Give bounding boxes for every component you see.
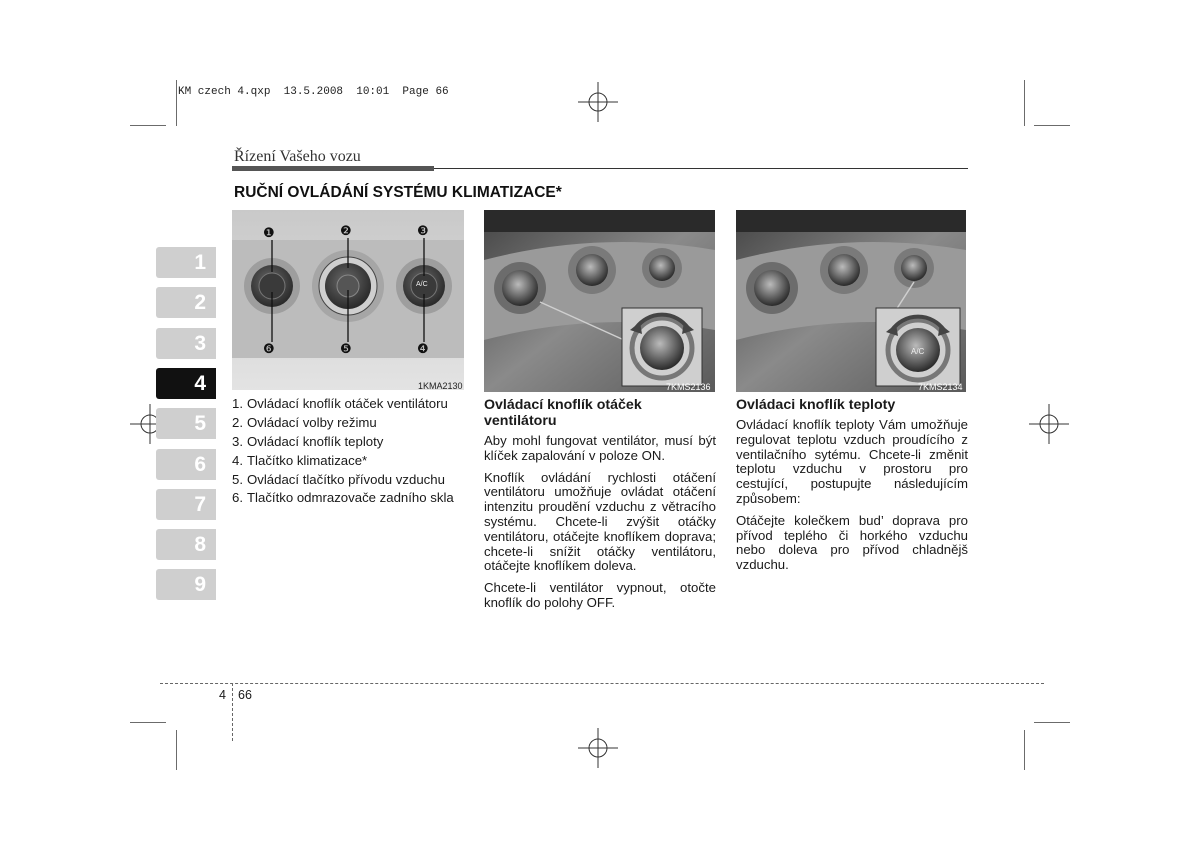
- callout-6: ❻: [263, 341, 275, 356]
- callout-1: ❶: [263, 225, 275, 240]
- temperature-paragraph-2: Otáčejte kolečkem bud’ doprava pro přívod teplého či horkého vzduchu nebo doleva pro přívod chladnějš vzduchu.: [736, 512, 968, 573]
- ac-knob-label-fig3: A/C: [911, 347, 925, 356]
- list-item: 2. Ovládací volby režimu: [232, 414, 377, 430]
- fan-section: [484, 397, 716, 618]
- temperature-heading: Ovládaci knoflík teploty: [736, 397, 896, 413]
- footer-divider: [232, 683, 233, 741]
- list-item: 1. Ovládací knoflík otáček ventilátoru: [232, 396, 448, 411]
- footer-chapter-number: 4: [219, 688, 226, 702]
- chapter-tab-7[interactable]: 7: [156, 489, 216, 520]
- section-title: Řízení Vašeho vozu: [234, 148, 361, 165]
- fan-heading: Ovládací knoflík otáček ventilátoru: [484, 397, 642, 429]
- temperature-paragraph-1: Ovládací knoflík teploty Vám umožňuje regulovat teplotu vzduch proudícího z ventilačního sytému. Chcete-li změnit teplotu vzduchu v prostoru pro cestující, postupujte následujícím způsobem:: [736, 417, 968, 506]
- figure-fan-knob: [484, 210, 715, 392]
- chapter-tab-1[interactable]: 1: [156, 247, 216, 278]
- figure-code-2: 7KMS2136: [666, 382, 711, 392]
- figure-temperature-knob: [736, 210, 966, 392]
- chapter-tab-5[interactable]: 5: [156, 408, 216, 439]
- figure-code-1: 1KMA2130: [418, 381, 463, 391]
- chapter-tab-9[interactable]: 9: [156, 569, 216, 600]
- page-title: RUČNÍ OVLÁDÁNÍ SYSTÉMU KLIMATIZACE*: [234, 184, 562, 201]
- list-item: 4. Tlačítko klimatizace*: [232, 452, 368, 468]
- controls-list: [232, 396, 470, 509]
- footer-page-number: 66: [238, 688, 252, 702]
- ac-knob-label: A/C: [416, 281, 428, 288]
- fan-paragraph-2: Knoflík ovládání rychlosti otáčení ventilátoru umožňuje ovládat otáčení intenzitu proudění vzduchu z větracího systému. Chcete-li zvýšit otáčky ventilátoru, otáčejte knoflíkem doprava; chcete-li snížit otáčky ventilátoru, otáčejte knoflíkem doleva.: [484, 469, 716, 574]
- footer-rule: [160, 683, 1044, 684]
- print-slug: KM czech 4.qxp 13.5.2008 10:01 Page 66: [178, 86, 449, 98]
- registration-mark-bottom: [578, 728, 618, 768]
- chapter-tab-6[interactable]: 6: [156, 449, 216, 480]
- fan-paragraph-3: Chcete-li ventilátor vypnout, otočte knoflík do polohy OFF.: [484, 580, 716, 610]
- fan-paragraph-1: Aby mohl fungovat ventilátor, musí být klíček zapalování v poloze ON.: [484, 433, 716, 463]
- chapter-tab-2[interactable]: 2: [156, 287, 216, 318]
- figure-code-3: 7KMS2134: [918, 382, 963, 392]
- callout-2: ❷: [340, 223, 352, 238]
- list-item: 5. Ovládací tlačítko přívodu vzduchu: [232, 471, 445, 487]
- callout-5: ❺: [340, 341, 352, 356]
- chapter-tab-3[interactable]: 3: [156, 328, 216, 359]
- registration-mark-top: [578, 82, 618, 122]
- header-bar: [232, 166, 434, 171]
- callout-3: ❸: [417, 223, 429, 238]
- callout-4: ❹: [417, 341, 429, 356]
- registration-mark-right: [1029, 404, 1069, 444]
- chapter-tab-8[interactable]: 8: [156, 529, 216, 560]
- temperature-section: [736, 397, 968, 580]
- list-item: 3. Ovládací knoflík teploty: [232, 433, 384, 449]
- list-item: 6. Tlačítko odmrazovače zadního skla: [232, 490, 454, 506]
- chapter-tab-4[interactable]: 4: [156, 368, 216, 399]
